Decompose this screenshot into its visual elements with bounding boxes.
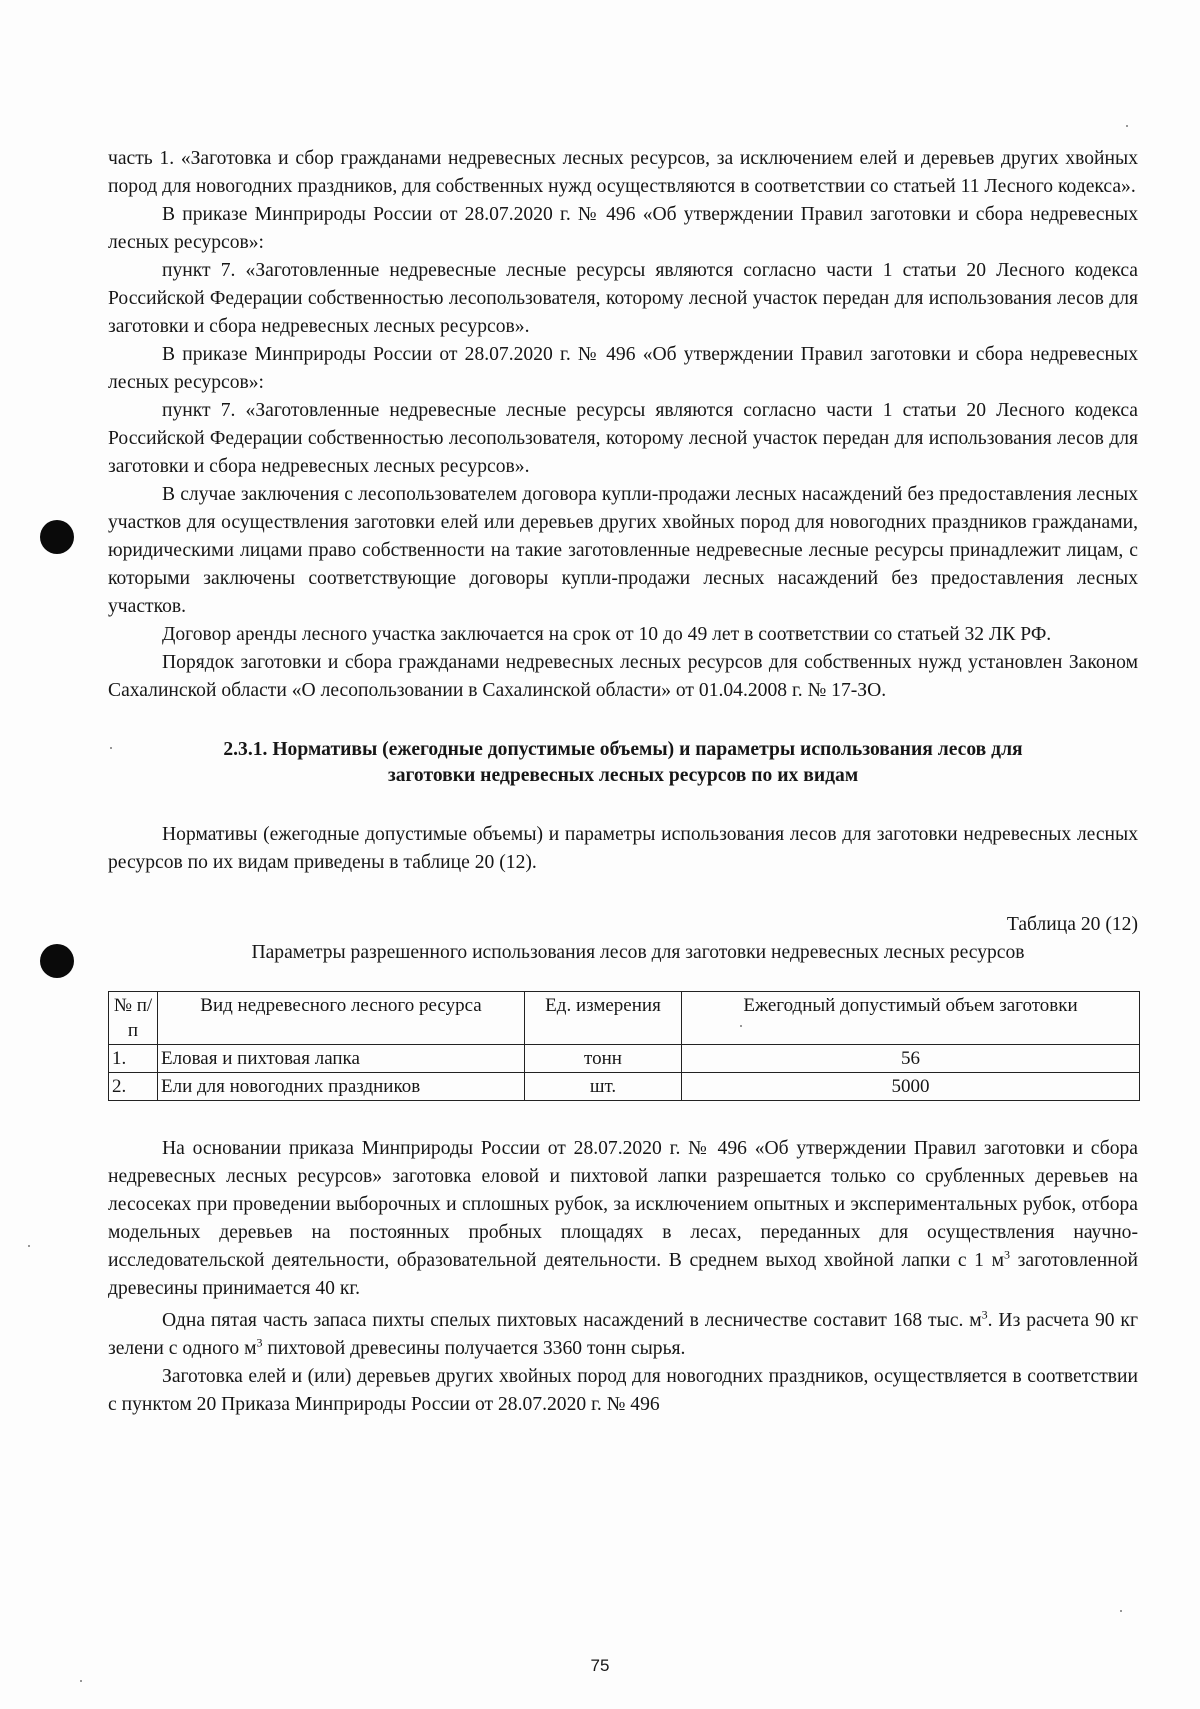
section-intro: Нормативы (ежегодные допустимые объемы) и параметры использования лесов для заготовки недревесных лесных ресурсов по их видам приведены в таблице 20 (12). <box>108 824 1138 873</box>
table-caption: Параметры разрешенного использования лесов для заготовки недревесных лесных ресурсов <box>251 942 1025 963</box>
paragraph-text: заготовленной древесины принимается 40 кг. <box>108 1250 1138 1299</box>
paragraph-text: Одна пятая часть запаса пихты спелых пихтовых насаждений в лесничестве составит 168 тыс. м <box>162 1310 982 1331</box>
paragraph-text: пихтовой древесины получается 3360 тонн сырья. <box>262 1338 686 1359</box>
paragraph: В случае заключения с лесопользователем договора купли-продажи лесных насаждений без предоставления лесных участков для осуществления заготовки елей или деревьев других хвойных пород для новогодних праздников гражданами, юридическими лицами право собственности на такие заготовленные недревесные лесные ресурсы принадлежит лицам, с которыми заключены соответствующие договоры купли-продажи лесных насаждений без предоставления лесных участков. <box>108 484 1138 617</box>
resources-table <box>108 991 1140 1101</box>
paragraph <box>108 1307 1138 1363</box>
cell-volume: 56 <box>682 1045 1140 1073</box>
superscript: 3 <box>1004 1247 1011 1262</box>
paragraph: пункт 7. «Заготовленные недревесные лесные ресурсы являются согласно части 1 статьи 20 Лесного кодекса Российской Федерации собственностью лесопользователя, которому лесной участок передан для использования лесов для заготовки и сбора недревесных лесных ресурсов». <box>108 260 1138 337</box>
scan-speck <box>28 1245 30 1247</box>
scan-speck <box>1126 125 1128 127</box>
superscript: 3 <box>256 1335 263 1350</box>
paragraph <box>108 1135 1138 1303</box>
header-resource-type: Вид недревесного лесного ресурса <box>158 992 525 1045</box>
cell-volume: 5000 <box>682 1073 1140 1101</box>
paragraph: Порядок заготовки и сбора гражданами недревесных лесных ресурсов для собственных нужд установлен Законом Сахалинской области «О лесопользовании в Сахалинской области» от 01.04.2008 г. № 17-ЗО. <box>108 652 1138 701</box>
header-num: № п/п <box>109 992 158 1045</box>
paragraph-text: . Из расчета 90 кг зелени с одного м <box>108 1310 1138 1359</box>
paragraph: пункт 7. «Заготовленные недревесные лесные ресурсы являются согласно части 1 статьи 20 Лесного кодекса Российской Федерации собственностью лесопользователя, которому лесной участок передан для использования лесов для заготовки и сбора недревесных лесных ресурсов». <box>108 400 1138 477</box>
cell-resource-type: Еловая и пихтовая лапка <box>158 1045 525 1073</box>
page-number: 75 <box>590 1656 610 1675</box>
table-label: Таблица 20 (12) <box>1006 914 1138 935</box>
table-row <box>109 1045 1140 1073</box>
section-heading-line1: 2.3.1. Нормативы (ежегодные допустимые объемы) и параметры использования лесов для <box>223 739 1023 760</box>
header-unit: Ед. измерения <box>525 992 682 1045</box>
cell-num: 2. <box>109 1073 158 1101</box>
paragraph: Договор аренды лесного участка заключается на срок от 10 до 49 лет в соответствии со статьей 32 ЛК РФ. <box>162 624 1052 645</box>
paragraph: В приказе Минприроды России от 28.07.2020 г. № 496 «Об утверждении Правил заготовки и сбора недревесных лесных ресурсов»: <box>108 204 1138 253</box>
section-heading-line2: заготовки недревесных лесных ресурсов по их видам <box>387 765 859 786</box>
cell-unit: тонн <box>525 1045 682 1073</box>
cell-resource-type: Ели для новогодних праздников <box>158 1073 525 1101</box>
document-body <box>108 145 1138 1419</box>
punch-hole-bottom <box>40 944 74 978</box>
header-annual-volume: Ежегодный допустимый объем заготовки <box>682 992 1140 1045</box>
paragraph-text: На основании приказа Минприроды России от 28.07.2020 г. № 496 «Об утверждении Правил заготовки и сбора недревесных лесных ресурсов» заготовка еловой и пихтовой лапки разрешается только со срубленных деревьев на лесосеках при проведении выборочных и сплошных рубок, за исключением опытных и экспериментальных рубок, отбора модельных деревьев на постоянных пробных площадях в лесах, переданных для осуществления научно-исследовательской деятельности, образовательной деятельности. В среднем выход хвойной лапки с 1 м <box>108 1138 1138 1271</box>
scan-speck <box>1120 1610 1122 1612</box>
cell-unit: шт. <box>525 1073 682 1101</box>
paragraph: Заготовка елей и (или) деревьев других хвойных пород для новогодних праздников, осуществляется в соответствии с пунктом 20 Приказа Минприроды России от 28.07.2020 г. № 496 <box>108 1366 1138 1415</box>
scan-speck <box>80 1680 82 1682</box>
paragraph: В приказе Минприроды России от 28.07.2020 г. № 496 «Об утверждении Правил заготовки и сбора недревесных лесных ресурсов»: <box>108 344 1138 393</box>
cell-num: 1. <box>109 1045 158 1073</box>
table-header-row <box>109 992 1140 1045</box>
superscript: 3 <box>981 1307 988 1322</box>
paragraph: часть 1. «Заготовка и сбор гражданами недревесных лесных ресурсов, за исключением елей и деревьев других хвойных пород для новогодних праздников, для собственных нужд осуществляются в соответствии со статьей 11 Лесного кодекса». <box>108 148 1138 197</box>
punch-hole-top <box>40 520 74 554</box>
table-row <box>109 1073 1140 1101</box>
section-heading <box>108 737 1138 789</box>
